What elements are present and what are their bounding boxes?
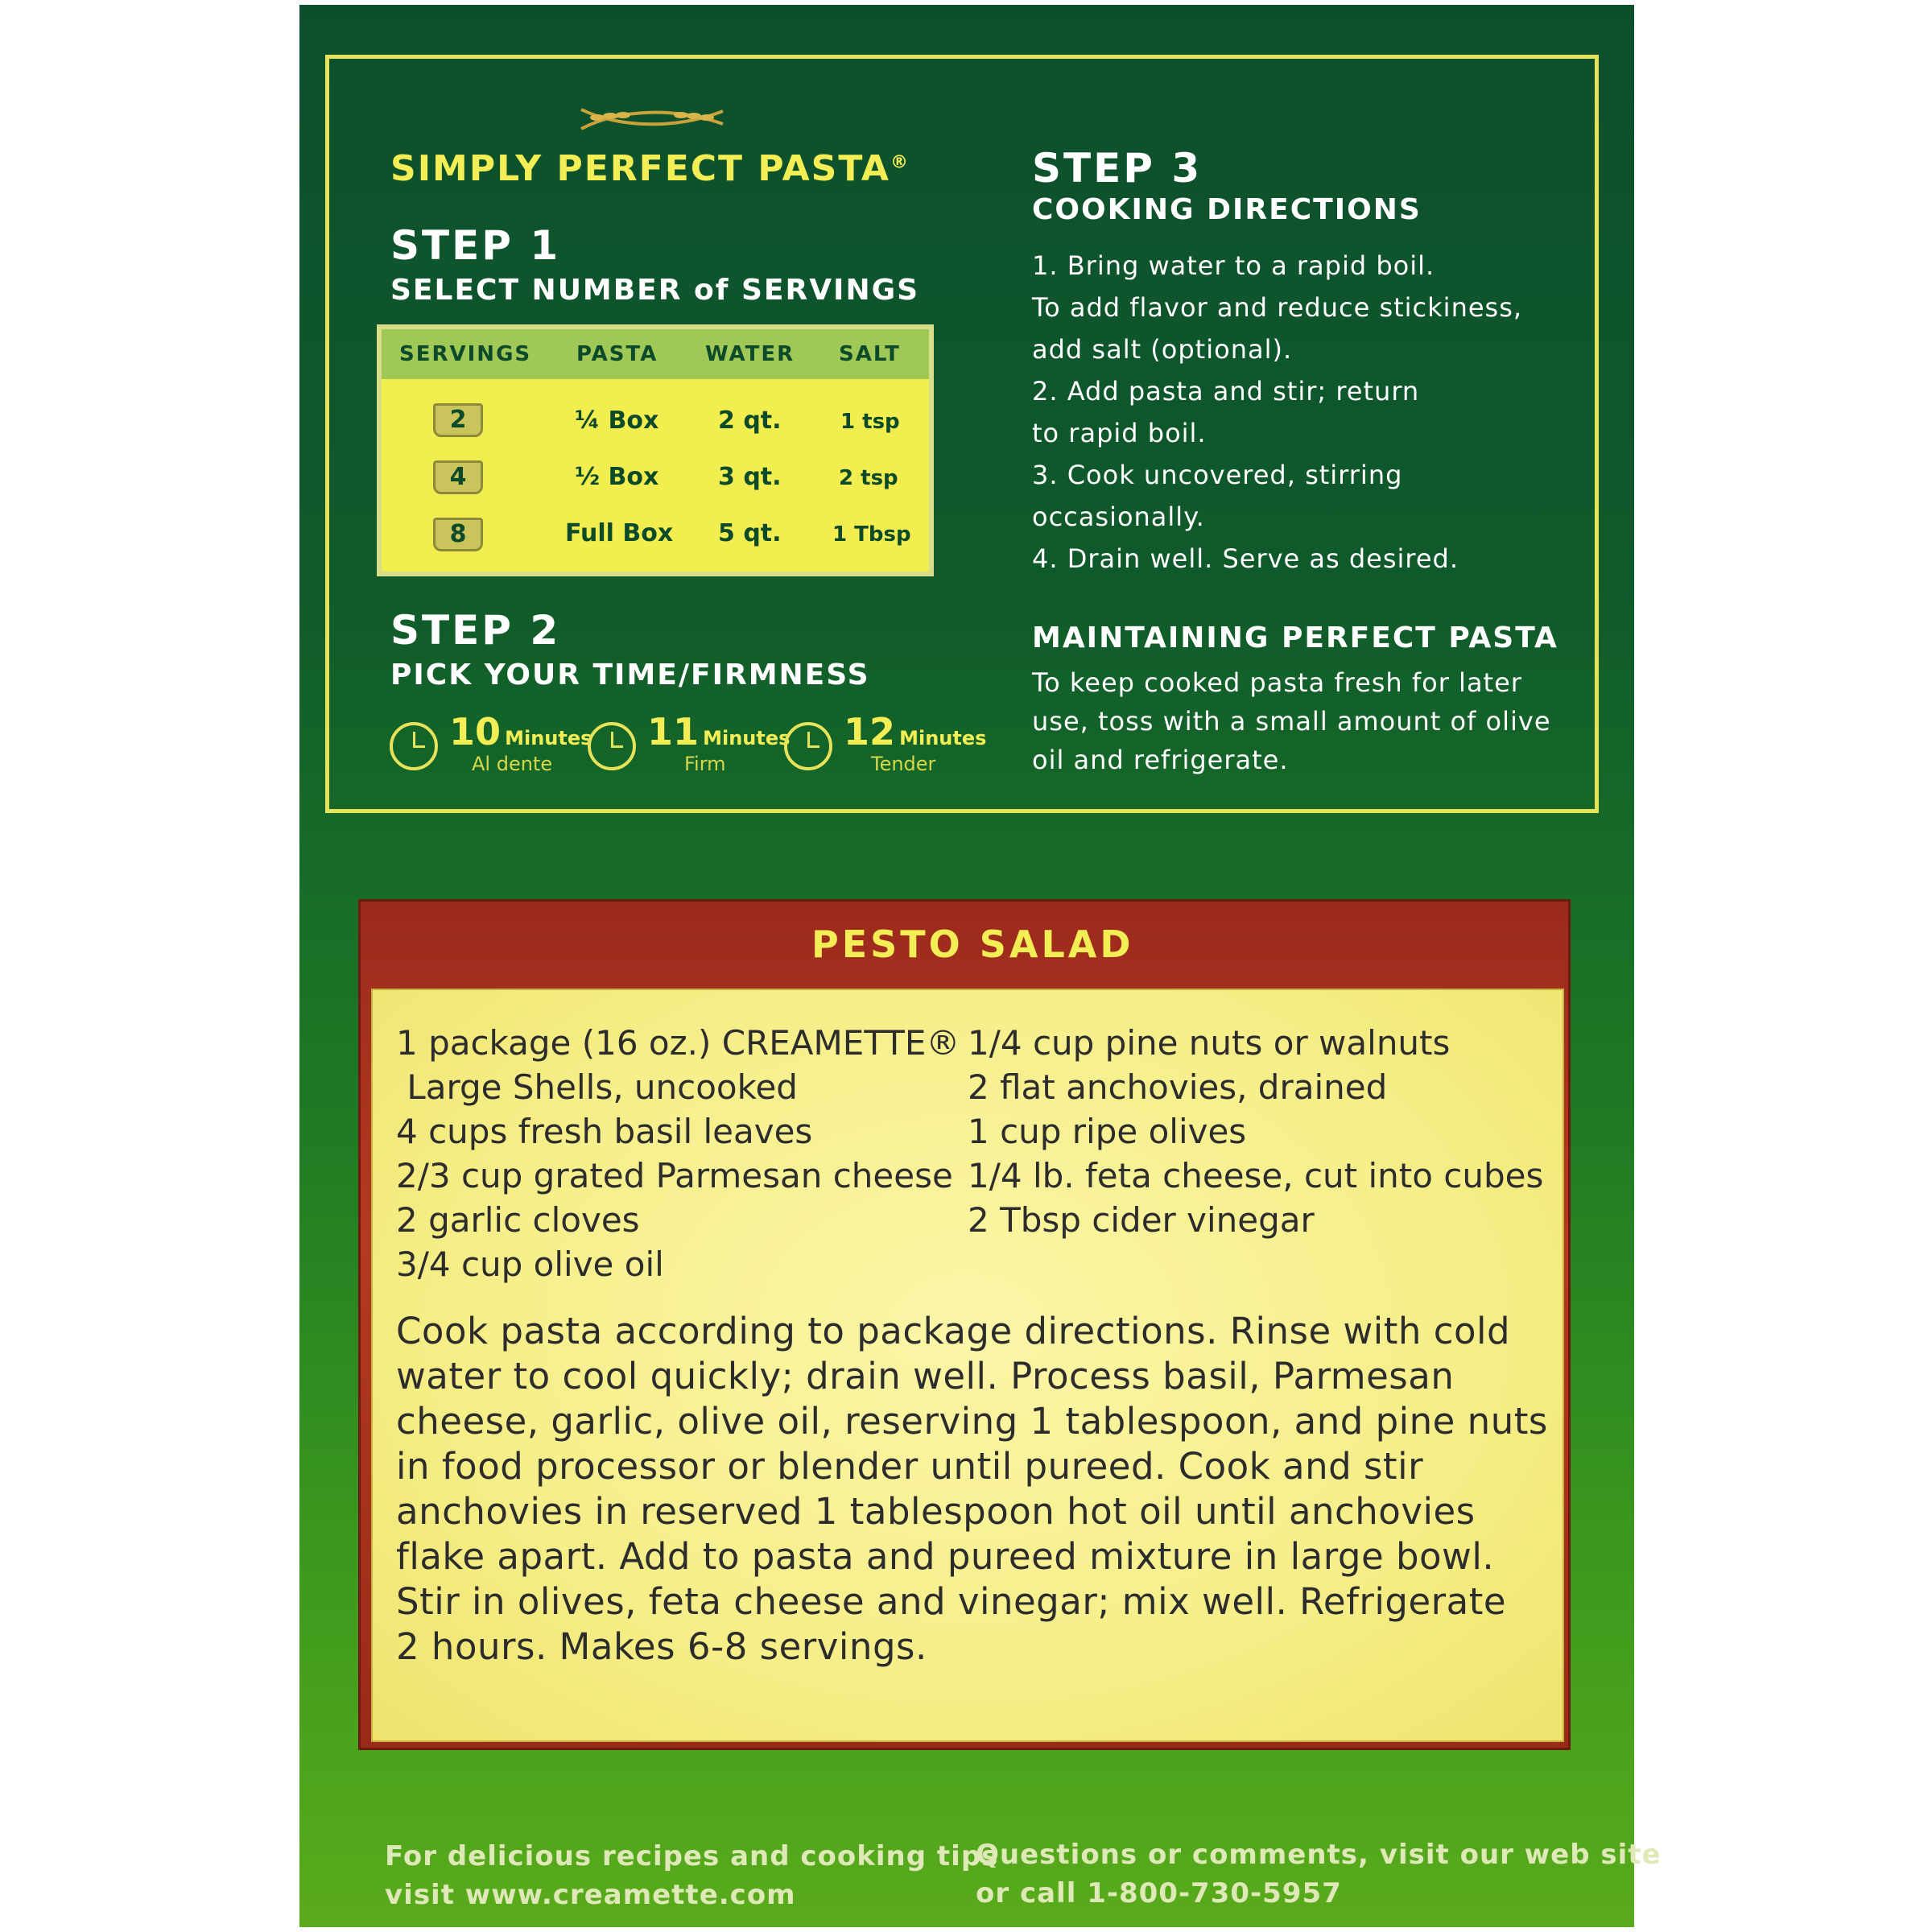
time-option-11: 11 Minutes <box>647 710 791 753</box>
time-label: Tender <box>871 753 936 775</box>
direction-line: To add flavor and reduce stickiness, <box>1032 292 1523 323</box>
recipe-directions <box>396 1309 1548 1670</box>
header-servings: SERVINGS <box>399 342 532 366</box>
recipe-direction-line: flake apart. Add to pasta and pureed mixture in large bowl. <box>396 1535 1495 1578</box>
time-label: Firm <box>684 753 726 775</box>
ingredient-item: 1/4 lb. feta cheese, cut into cubes <box>968 1156 1544 1195</box>
step1-subheading: SELECT NUMBER of SERVINGS <box>390 274 920 307</box>
recipe-direction-line: anchovies in reserved 1 tablespoon hot oil until anchovies <box>396 1490 1476 1533</box>
maintaining-line: oil and refrigerate. <box>1032 745 1289 775</box>
ingredient-item: 1/4 cup pine nuts or walnuts <box>968 1023 1451 1063</box>
clock-icon <box>588 722 636 770</box>
servings-table-header <box>382 329 929 379</box>
ingredient-item: 4 cups fresh basil leaves <box>396 1112 813 1151</box>
cooking-directions <box>1032 245 1522 580</box>
ingredient-item: Large Shells, uncooked <box>396 1067 798 1107</box>
clock-icon <box>390 722 438 770</box>
ingredients-right <box>968 1021 1543 1242</box>
step2-subheading: PICK YOUR TIME/FIRMNESS <box>390 658 870 691</box>
ingredients-left <box>396 1021 960 1286</box>
direction-line: add salt (optional). <box>1032 334 1293 365</box>
time-label: Al dente <box>472 753 553 775</box>
brand-title: SIMPLY PERFECT PASTA® <box>390 148 910 189</box>
servings-table <box>377 324 934 576</box>
footer-line: For delicious recipes and cooking tips <box>385 1840 999 1872</box>
footer-recipes <box>385 1837 998 1914</box>
table-cell-salt: 1 Tbsp <box>832 522 911 547</box>
ingredient-item: 2 garlic cloves <box>396 1200 640 1240</box>
ingredient-item: 2 Tbsp cider vinegar <box>968 1200 1315 1240</box>
maintaining-text <box>1032 663 1551 779</box>
header-water: WATER <box>705 342 795 366</box>
footer-line: Questions or comments, visit our web site <box>976 1839 1662 1871</box>
ingredient-item: 3/4 cup olive oil <box>396 1245 664 1284</box>
direction-line: 4. Drain well. Serve as desired. <box>1032 543 1459 574</box>
table-cell-water: 5 qt. <box>718 519 782 547</box>
recipe-direction-line: in food processor or blender until pureed. Cook and stir <box>396 1445 1424 1488</box>
ingredient-item: 2 flat anchovies, drained <box>968 1067 1388 1107</box>
table-cell-salt: 1 tsp <box>840 410 900 434</box>
maintaining-line: use, toss with a small amount of olive <box>1032 706 1551 737</box>
direction-line: to rapid boil. <box>1032 418 1207 448</box>
step3-heading: STEP 3 <box>1032 145 1203 192</box>
pot-icon: 4 <box>433 460 483 494</box>
footer-line: visit www.creamette.com <box>385 1879 796 1911</box>
step2-heading: STEP 2 <box>390 607 561 654</box>
pot-icon: 8 <box>433 518 483 551</box>
table-cell-water: 2 qt. <box>718 407 782 435</box>
step3-subheading: COOKING DIRECTIONS <box>1032 193 1422 226</box>
pot-icon: 2 <box>433 403 483 437</box>
table-cell-salt: 2 tsp <box>839 466 898 490</box>
table-cell-pasta: ½ Box <box>575 463 659 491</box>
direction-line: occasionally. <box>1032 502 1205 532</box>
ingredient-item: 2/3 cup grated Parmesan cheese <box>396 1156 953 1195</box>
direction-line: 3. Cook uncovered, stirring <box>1032 460 1403 490</box>
maintaining-line: To keep cooked pasta fresh for later <box>1032 667 1522 698</box>
header-pasta: PASTA <box>576 342 658 366</box>
footer-line: or call 1-800-730-5957 <box>976 1877 1342 1909</box>
step1-heading: STEP 1 <box>390 222 561 269</box>
header-salt: SALT <box>839 342 901 366</box>
maintaining-heading: MAINTAINING PERFECT PASTA <box>1032 621 1558 654</box>
clock-icon <box>784 722 832 770</box>
wheat-logo-icon <box>573 100 731 137</box>
footer-contact <box>976 1835 1662 1913</box>
direction-line: 2. Add pasta and stir; return <box>1032 376 1420 407</box>
ingredient-item: 1 cup ripe olives <box>968 1112 1247 1151</box>
recipe-direction-line: 2 hours. Makes 6-8 servings. <box>396 1625 927 1668</box>
time-option-10: 10 Minutes <box>449 710 592 753</box>
recipe-title: PESTO SALAD <box>811 923 1134 966</box>
table-cell-pasta: ¼ Box <box>575 407 659 435</box>
recipe-direction-line: water to cool quickly; drain well. Process basil, Parmesan <box>396 1355 1455 1397</box>
table-cell-water: 3 qt. <box>718 463 782 491</box>
direction-line: 1. Bring water to a rapid boil. <box>1032 250 1435 281</box>
recipe-direction-line: Cook pasta according to package directions. Rinse with cold <box>396 1310 1511 1352</box>
time-option-12: 12 Minutes <box>844 710 987 753</box>
recipe-direction-line: Stir in olives, feta cheese and vinegar; mix well. Refrigerate <box>396 1580 1507 1623</box>
recipe-direction-line: cheese, garlic, olive oil, reserving 1 tablespoon, and pine nuts <box>396 1400 1548 1443</box>
table-cell-pasta: Full Box <box>565 519 674 547</box>
ingredient-item: 1 package (16 oz.) CREAMETTE® <box>396 1023 960 1063</box>
